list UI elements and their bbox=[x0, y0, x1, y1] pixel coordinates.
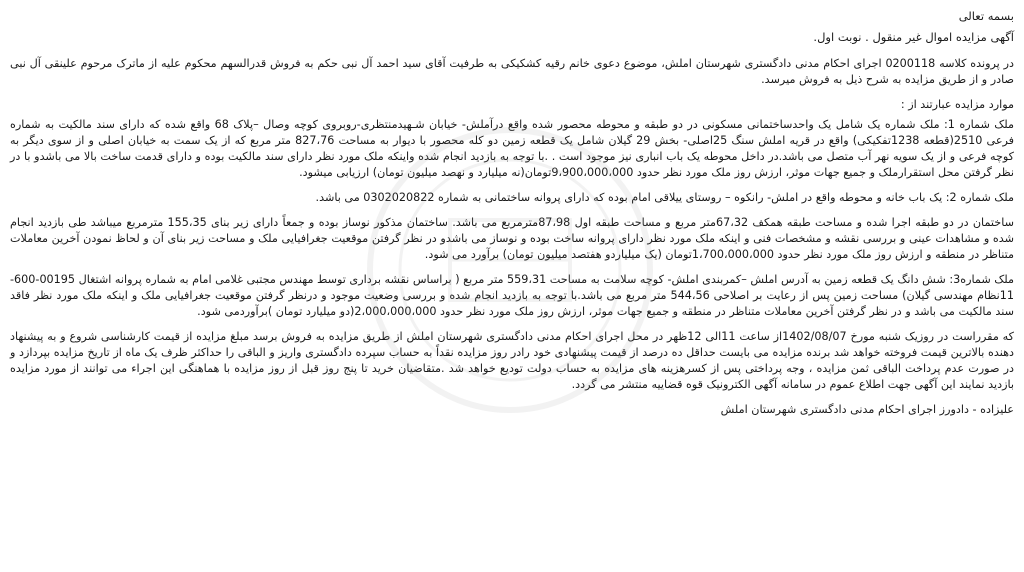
items-heading: موارد مزایده عبارتند از : bbox=[900, 98, 1014, 111]
bismillah: بسمه تعالی bbox=[958, 9, 1014, 23]
item-1-paragraph: ملک شماره 1: ملک شماره یک شامل یک واحدساختمانی مسکونی در دو طبقه و محوطه محصور شده واقع درآملش- خیابان شـهیدمنتظری-روبروی کوچه وصال –پلاک 68 واقع شده که دارای سند مالکیت به شماره فرعی 2510(قطعه 1238تفکیکی) واقع در قریه املش سنگ 25اصلی- بخش 29 گیلان شامل یک قطعه زمین دو کله محصور با دیوار به مساحت 827،76 متر مربع که از یک سمت به خیابان اصلی و از سوی دیگر به کوچه فرعی و از یک سویه نهر آب متصل می باشد.در داخل محوطه یک باب انباری نیز موجود است . .با توجه به بازدید انجام شده واینکه ملک مورد نظر دارای سند مالکیت بوده و دارای قدمت ساخت بالا می باشدو با در نظر گرفتن محل استقرارملک و جمیع جهات موثر، ارزش روز ملک مورد نظر حدود 9،900،000،000تومان(نه میلیارد و نهصد میلیون تومان) ارزیابی میشود. bbox=[10, 118, 1015, 179]
signature-line: علیزاده - دادورز اجرای احکام مدنی دادگستری شهرستان املش bbox=[720, 403, 1014, 416]
item-2-detail-paragraph: ساختمان در دو طبقه اجرا شده و مساحت طبقه همکف 67،32متر مربع و مساحت طبقه اول 87،98مترمربع می باشد. ساختمان مذکور نوساز بوده و جمعاً دارای زیر بنای 155،35 مترمربع میباشد طی بازدید انجام شده و مشاهدات عینی و بررسی نقشه و مشخصات فنی و اینکه ملک مورد نظر دارای پروانه ساخت بوده و نوساز می باشدو در نظر گرفتن موقعیت جغرافیایی ملک و مساحت زیر بنای آن و لحاظ نمودن آخرین معاملات متناظر در منطقه و ارزش روز ملک مورد نظر حدود 1،700،000،000تومان (یک میلیاردو هفتصد میلیون تومان) برآورد می شود. bbox=[10, 216, 1014, 261]
intro-paragraph: در پرونده کلاسه 0200118 اجرای احکام مدنی دادگستری شهرستان املش، موضوع دعوی خانم رقیه کشکیکی به طرفیت آقای سید احمد آل نبی حکم به فروش قدرالسهم محکوم علیه از ماترک مرحوم علینقی آل نبی صادر و از طریق مزایده به شرح ذیل به فروش میرسد. bbox=[10, 57, 1014, 86]
item-2-paragraph: ملک شماره 2: یک باب خانه و محوطه واقع در املش- رانکوه – روستای ییلاقی امام بوده که دارای پروانه ساختمانی به شماره 0302020822 می باشد. bbox=[315, 191, 1014, 204]
item-3-paragraph: ملک شماره3: شش دانگ یک قطعه زمین به آدرس املش –کمربندی املش- کوچه سلامت به مساحت 559،31 متر مربع ( براساس نقشه برداری توسط مهندس مجتبی غلامی امام به شماره پروانه اشتغال 00195-600-11نظام مهندسی گیلان) مساحت زمین پس از رعایت بر اصلاحی 544،56 متر مربع می باشد.با توجه به بازدید انجام شده و بررسی وضعیت موجود و درنظر گرفتن موقعیت جغرافیایی ملک و اینکه ملک مورد نظر فاقد سند مالکیت می باشد و در نظر گرفتن آخرین معاملات متناظر در منطقه و جمیع جهات موثر، ارزش روز ملک مورد نظر حدود 2،000،000،000(دو میلیارد تومان )برآوردمی شود. bbox=[9, 273, 1014, 318]
conditions-paragraph: که مقرراست در روزیک شنبه مورخ 1402/08/07از ساعت 11الی 12ظهر در محل اجرای احکام مدنی دادگستری شهرستان املش از طریق مزایده به فروش برسد مبلغ مزایده از قیمت کارشناسی شروع و به پیشنهاد دهنده بالاترین قیمت فروخته خواهد شد برنده مزایده می بایست حداقل ده درصد از قیمت پیشنهادی خود رادر روز مزایده نقداً به حساب سپرده دادگستری واریز و الباقی را حداکثر ظرف یک ماه از تاریخ مزایده بپردازد و در صورت عدم پرداخت الباقی ثمن مزایده ، وجه پرداختی پس از کسرهزینه های مزایده به حساب دولت تودیع خواهد شد .متقاضیان خرید تا پنج روز قبل از روز مزایده با هماهنگی این اجراء می توانند از مورد مزایده بازدید نمایند این آگهی جهت اطلاع عموم در سامانه آگهی الکترونیک قوه قضاییه منتشر می گردد. bbox=[10, 330, 1014, 391]
page-title: آگهی مزایده اموال غیر منقول . نوبت اول. bbox=[813, 30, 1014, 44]
